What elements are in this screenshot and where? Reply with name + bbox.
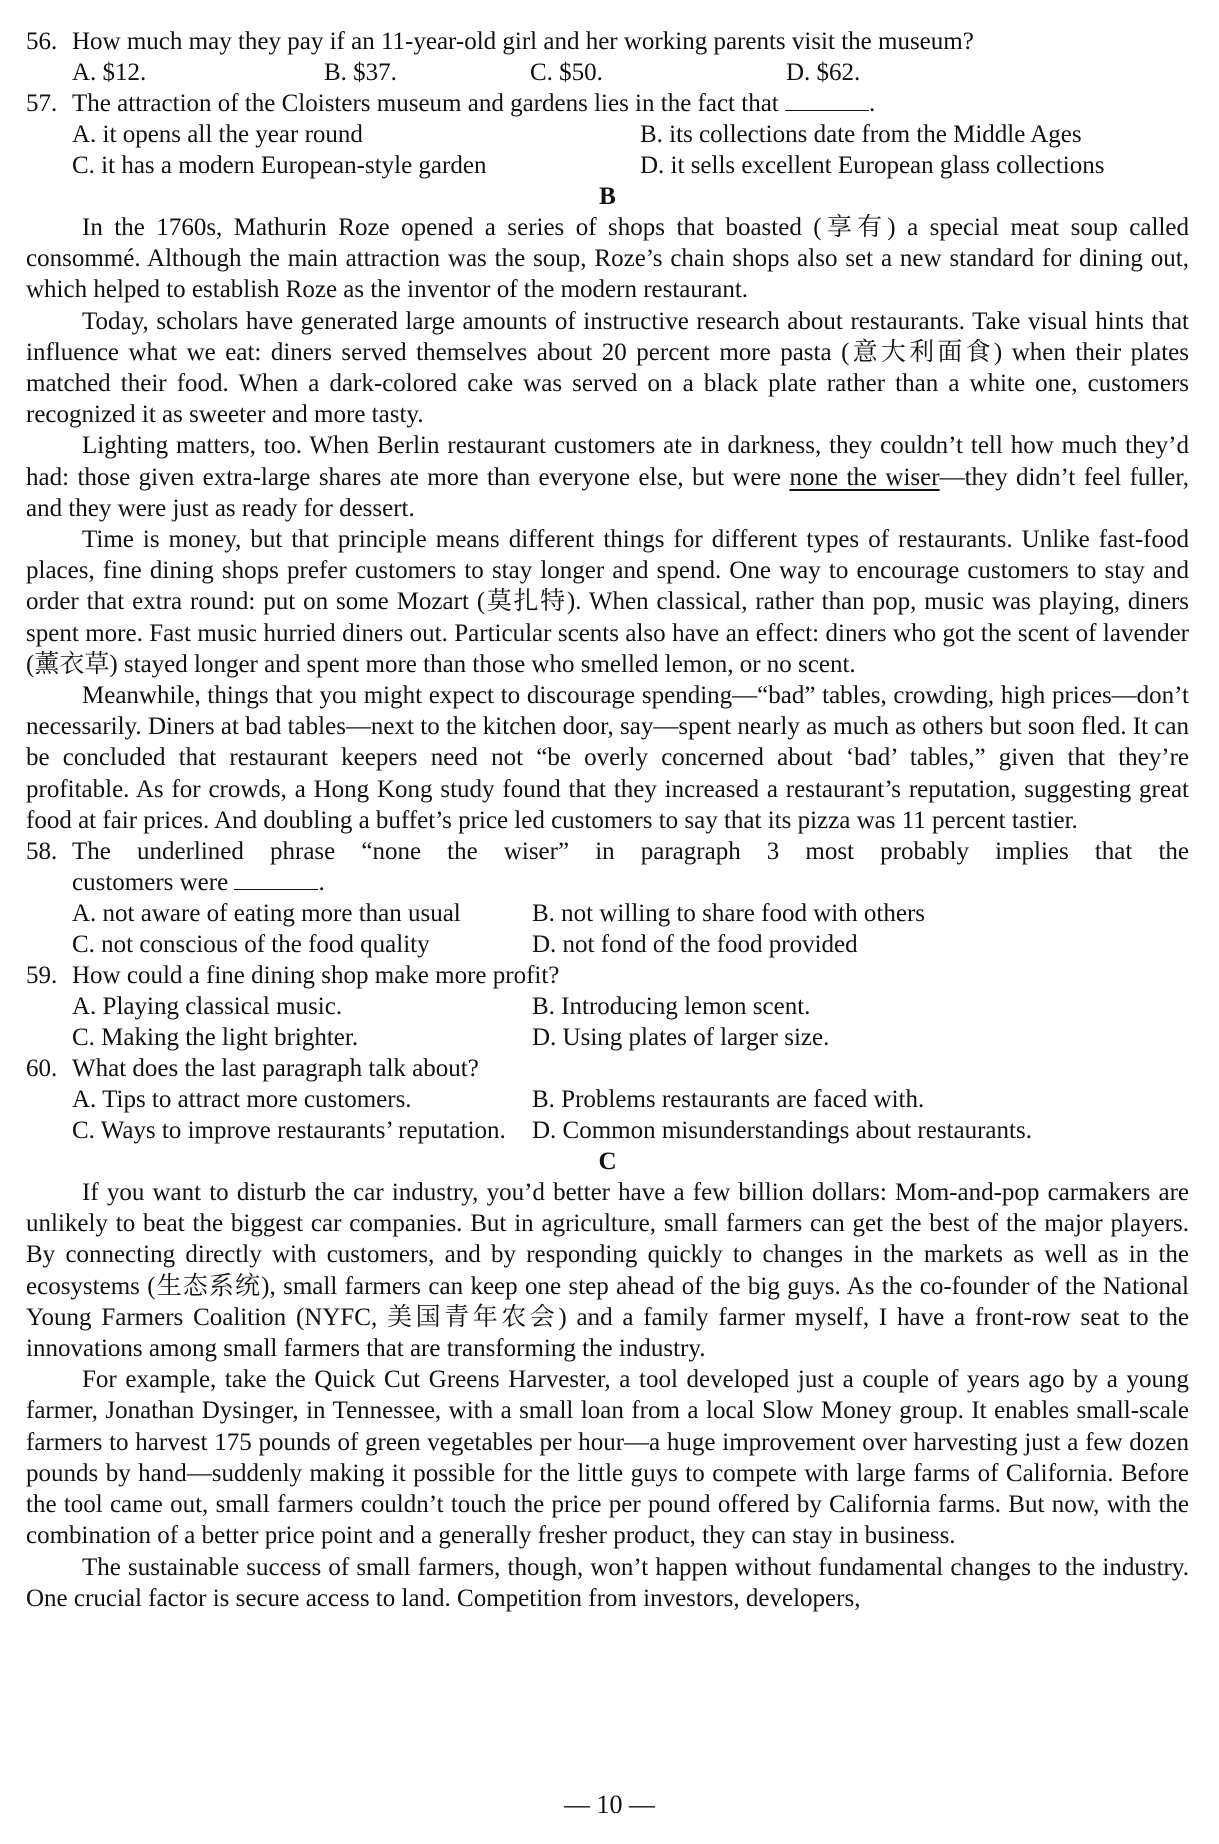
question-59 — [26, 960, 1189, 991]
answer-blank — [234, 888, 318, 890]
question-number: 57. — [26, 90, 58, 117]
underlined-phrase: none the wiser — [789, 463, 940, 491]
option-a: A. $12. — [72, 59, 147, 86]
question-58 — [26, 836, 1189, 867]
section-heading-c: C — [598, 1148, 617, 1176]
page-number: — 10 — — [564, 1790, 655, 1819]
passage-c-paragraph-2: For example, take the Quick Cut Greens Harvester, a tool developed just a couple of years ago by a young farmer, Jonathan Dysinger, in Tennessee, with a small loan from a local Slow Money group. It enables small-scale farmers to harvest 175 pounds of green vegetables per hour—a huge improvement over harvesting just a few dozen pounds by hand—suddenly making it possible for the little guys to compete with large farms of California. Before the tool came out, small farmers couldn’t touch the price per pound offered by California farms. But now, with the combination of a better price point and a generally fresher product, they can stay in business. — [26, 1366, 1189, 1550]
question-59-options-row1 — [26, 991, 1189, 1022]
passage-b-paragraph-2: Today, scholars have generated large amounts of instructive research about restaurants. Take visual hints that influence what we eat: diners served themselves about 20 percent more pasta (意大利面食) when their plates matched their food. When a dark-colored cake was served on a black plate rather than a white one, customers recognized it as sweeter and more tasty. — [26, 307, 1189, 429]
option-c: C. $50. — [530, 59, 603, 86]
option-c: C. not conscious of the food quality — [72, 931, 430, 959]
question-text: customers were — [72, 869, 229, 897]
option-b: B. not willing to share food with others — [532, 900, 926, 928]
paragraph-text: Lighting matters, too. When Berlin restaurant customers ate in darkness, they couldn’t tell how much they’d had: those given extra-large shares ate more than everyone else, but were — [26, 432, 1189, 491]
question-57-options-row1 — [26, 119, 1189, 150]
passage-b-paragraph-4: Time is money, but that principle means different things for different types of restaurants. Unlike fast-food places, fine dining shops prefer customers to stay longer and spend. One way to encourage customers to stay and order that extra round: put on some Mozart (莫扎特). When classical, rather than pop, music was playing, diners spent more. Fast music hurried diners out. Particular scents also have an effect: diners who got the scent of lavender (薰衣草) stayed longer and spent more than those who smelled lemon, or no scent. — [26, 526, 1189, 678]
option-b: B. Problems restaurants are faced with. — [532, 1086, 925, 1114]
option-b: B. its collections date from the Middle Ages — [640, 121, 1082, 148]
question-text: The attraction of the Cloisters museum and gardens lies in the fact that — [72, 90, 779, 117]
question-end: . — [318, 869, 325, 897]
question-56-options — [26, 57, 1189, 88]
question-60-options-row1 — [26, 1084, 1189, 1115]
question-56 — [26, 26, 1189, 57]
question-58-options-row2 — [26, 929, 1189, 960]
passage-c-paragraph-3: The sustainable success of small farmers, though, won’t happen without fundamental changes to the industry. One crucial factor is secure access to land. Competition from investors, developers, — [26, 1553, 1189, 1612]
passage-c-paragraph-1: If you want to disturb the car industry, you’d better have a few billion dollars: Mom-and-pop carmakers are unlikely to beat the biggest car companies. But in agriculture, small farmers can get the best of the major players. By connecting directly with customers, and by responding quickly to changes in the markets as well as in the ecosystems (生态系统), small farmers can keep one step ahead of the big guys. As the co-founder of the National Young Farmers Coalition (NYFC, 美国青年农会) and a family farmer myself, I have a front-row seat to the innovations among small farmers that are transforming the industry. — [26, 1179, 1189, 1363]
option-c: C. Making the light brighter. — [72, 1024, 359, 1052]
question-text: How could a fine dining shop make more profit? — [72, 962, 560, 990]
question-text: How much may they pay if an 11-year-old girl and her working parents visit the museum? — [72, 28, 974, 55]
option-a: A. it opens all the year round — [72, 121, 363, 148]
passage-b-paragraph-5: Meanwhile, things that you might expect to discourage spending—“bad” tables, crowding, high prices—don’t necessarily. Diners at bad tables—next to the kitchen door, say—spent nearly as much as others but soon fled. It can be concluded that restaurant keepers need not “be overly concerned about ‘bad’ tables,” given that they’re profitable. As for crowds, a Hong Kong study found that they increased a restaurant’s reputation, suggesting great food at fair prices. And doubling a buffet’s price led customers to say that its pizza was 11 percent tastier. — [26, 682, 1189, 834]
question-58-options-row1 — [26, 898, 1189, 929]
option-a: A. Tips to attract more customers. — [72, 1086, 412, 1114]
option-d: D. Using plates of larger size. — [532, 1024, 830, 1052]
question-end: . — [869, 90, 876, 117]
option-c: C. it has a modern European-style garden — [72, 152, 487, 179]
question-59-options-row2 — [26, 1022, 1189, 1053]
question-number: 58. — [26, 838, 58, 866]
paragraph-text: —they didn’t feel fuller, and they were just as ready for dessert. — [26, 463, 1189, 522]
section-heading-b: B — [599, 183, 616, 210]
passage-b-paragraph-3 — [26, 430, 1189, 524]
passage-b-paragraph-1: In the 1760s, Mathurin Roze opened a series of shops that boasted (享有) a special meat soup called consommé. Although the main attraction was the soup, Roze’s chain shops also set a new standard for dining out, which helped to establish Roze as the inventor of the modern restaurant. — [26, 214, 1189, 304]
answer-blank — [785, 109, 869, 111]
option-c: C. Ways to improve restaurants’ reputation. — [72, 1117, 506, 1145]
option-d: D. Common misunderstandings about restaurants. — [532, 1117, 1032, 1145]
question-58-line2 — [26, 867, 1189, 898]
option-b: B. Introducing lemon scent. — [532, 993, 811, 1021]
option-a: A. Playing classical music. — [72, 993, 343, 1021]
question-number: 56. — [26, 28, 58, 55]
option-d: D. $62. — [786, 59, 861, 86]
option-a: A. not aware of eating more than usual — [72, 900, 461, 928]
option-b: B. $37. — [324, 59, 397, 86]
question-text: The underlined phrase “none the wiser” in paragraph 3 most probably implies that the — [72, 838, 1189, 866]
question-number: 60. — [26, 1055, 58, 1083]
question-60-options-row2 — [26, 1115, 1189, 1146]
question-57-options-row2 — [26, 150, 1189, 181]
question-60 — [26, 1053, 1189, 1084]
question-57 — [26, 88, 1189, 119]
exam-page — [26, 26, 1189, 1614]
question-number: 59. — [26, 962, 58, 990]
question-text: What does the last paragraph talk about? — [72, 1055, 479, 1083]
option-d: D. it sells excellent European glass collections — [640, 152, 1105, 179]
option-d: D. not fond of the food provided — [532, 931, 858, 959]
